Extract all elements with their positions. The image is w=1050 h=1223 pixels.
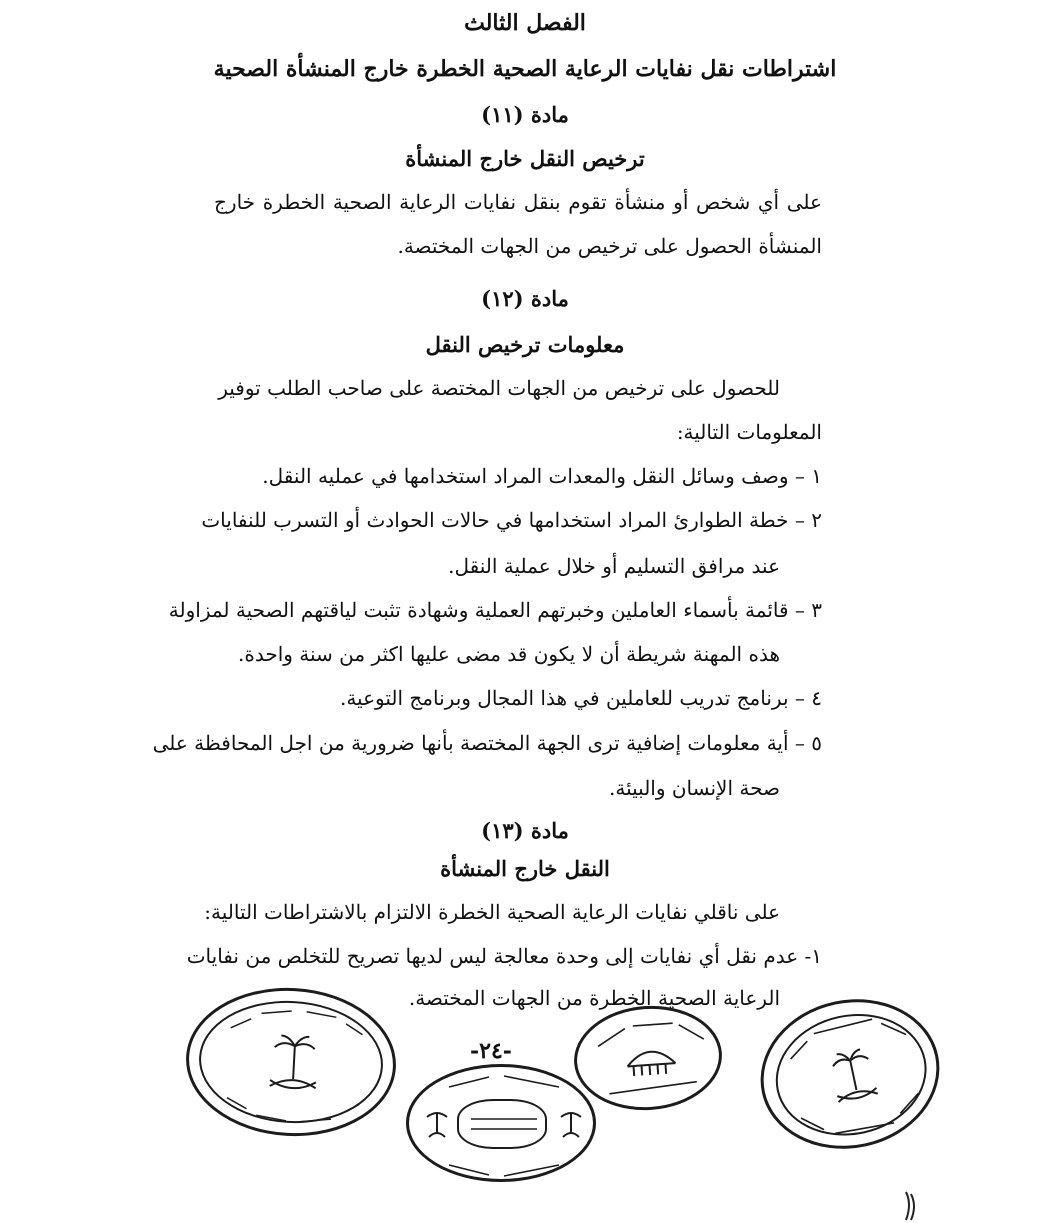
palm-swords-emblem-icon — [750, 985, 957, 1167]
article-12-heading: مادة (١٢) — [481, 286, 569, 311]
article-12-title: معلومات ترخيص النقل — [425, 332, 625, 357]
article-12-item-4: ٤ – برنامج تدريب للعاملين في هذا المجال وبرنامج التوعية. — [339, 686, 822, 710]
seal-cabinet-secretariat-stamp — [747, 983, 954, 1165]
article-12-line-2: المعلومات التالية: — [676, 420, 822, 444]
article-11-heading: مادة (١١) — [481, 102, 569, 127]
palm-swords-emblem-icon — [409, 1067, 599, 1185]
article-13-heading: مادة (١٣) — [481, 818, 569, 843]
article-12-item-3: ٣ – قائمة بأسماء العاملين وخبرتهم العملية وشهادة تثبت لياقتهم الصحية لمزاولة — [168, 598, 822, 622]
council-building-icon — [574, 1004, 729, 1118]
article-11-title: ترخيص النقل خارج المنشأة — [405, 146, 645, 171]
article-13-title: النقل خارج المنشأة — [440, 856, 610, 881]
article-12-item-2: ٢ – خطة الطوارئ المراد استخدامها في حالات الحوادث أو التسرب للنفايات — [201, 508, 822, 532]
article-13-item-1: ١- عدم نقل أي نفايات إلى وحدة معالجة ليس لديها تصريح للتخلص من نفايات — [186, 944, 822, 968]
seal-experts-commission-stamp — [182, 983, 399, 1142]
seal-cabinet-office-stamp — [406, 1064, 596, 1182]
article-12-item-2-cont: عند مرافق التسليم أو خلال عملية النقل. — [448, 554, 780, 578]
page-corner-mark-icon — [898, 1190, 918, 1223]
article-12-item-1: ١ – وصف وسائل النقل والمعدات المراد استخدامها في عمليه النقل. — [262, 464, 822, 488]
chapter-subtitle: اشتراطات نقل نفايات الرعاية الصحية الخطرة خارج المنشأة الصحية — [213, 56, 837, 82]
article-12-line-1: للحصول على ترخيص من الجهات المختصة على صاحب الطلب توفير — [218, 376, 780, 400]
article-13-line-1: على ناقلي نفايات الرعاية الصحية الخطرة الالتزام بالاشتراطات التالية: — [204, 900, 780, 924]
article-13-item-1-cont: الرعاية الصحية الخطرة من الجهات المختصة. — [408, 986, 780, 1010]
page-number: -٢٤- — [470, 1038, 512, 1064]
seal-shura-council-stamp — [571, 1001, 726, 1115]
article-11-line-1: على أي شخص أو منشأة تقوم بنقل نفايات الرعاية الصحية الخطرة خارج — [214, 190, 822, 214]
article-11-line-2: المنشأة الحصول على ترخيص من الجهات المختصة. — [397, 234, 822, 258]
article-12-item-5: ٥ – أية معلومات إضافية ترى الجهة المختصة بأنها ضرورية من اجل المحافظة على — [152, 731, 822, 755]
palm-swords-emblem-icon — [185, 986, 402, 1145]
article-12-item-5-cont: صحة الإنسان والبيئة. — [609, 776, 780, 800]
chapter-title: الفصل الثالث — [464, 10, 586, 36]
article-12-item-3-cont: هذه المهنة شريطة أن لا يكون قد مضى عليها اكثر من سنة واحدة. — [238, 642, 780, 666]
